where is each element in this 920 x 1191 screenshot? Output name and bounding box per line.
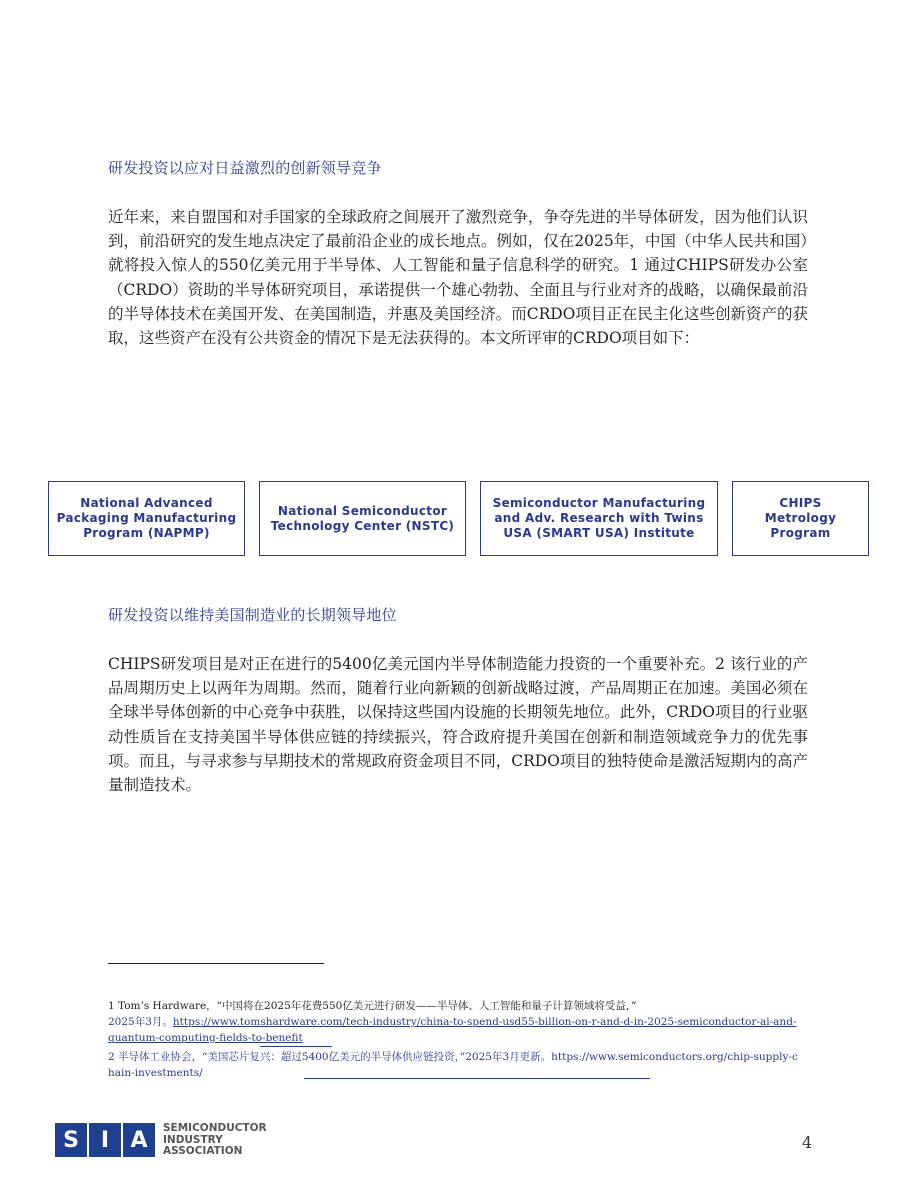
program-box-metrology: [732, 481, 869, 556]
sia-logo-text: SEMICONDUCTOR INDUSTRY ASSOCIATION: [163, 1122, 267, 1157]
footnote-2-underline: [304, 1078, 650, 1079]
section-heading-manufacturing: 研发投资以维持美国制造业的长期领导地位: [108, 606, 397, 624]
logo-letter-i: I: [89, 1123, 121, 1157]
footnote-2-text[interactable]: 2 半导体工业协会，“美国芯片复兴：超过5400亿美元的半导体供应链投资，”2025年3月更新。https://www.semiconductors.org/chip-supply-chain-investments/: [108, 1051, 798, 1079]
footnote-1-link[interactable]: https://www.tomshardware.com/tech-industry/china-to-spend-usd55-billion-on-r-and-d-in-2025-semiconductor-ai-and-quantum-computing-fields-to-benefit: [108, 1016, 797, 1044]
sia-logo: [55, 1123, 267, 1158]
footnote-1-underline: [260, 1046, 332, 1047]
sia-logo-letters: [55, 1123, 157, 1157]
logo-letter-a: A: [123, 1123, 155, 1157]
program-box-nstc: [259, 481, 466, 556]
page-number: 4: [802, 1133, 813, 1152]
paragraph-manufacturing: CHIPS研发项目是对正在进行的5400亿美元国内半导体制造能力投资的一个重要补充。2 该行业的产品周期历史上以两年为周期。然而，随着行业向新颖的创新战略过渡，产品周期正在加速。美国必须在全球半导体创新的中心竞争中获胜，以保持这些国内设施的长期领先地位。此外，CRDO项目的行业驱动性质旨在支持美国半导体供应链的持续振兴，符合政府提升美国在创新和制造领域竞争力的优先事项。而且，与寻求参与早期技术的常规政府资金项目不同，CRDO项目的独特使命是激活短期内的高产量制造技术。: [108, 655, 808, 795]
footnote-divider: [108, 963, 324, 964]
program-box-napmp: [48, 481, 245, 556]
program-label: National Semiconductor Technology Center (NSTC): [270, 503, 455, 533]
program-label: National Advanced Packaging Manufacturing Program (NAPMP): [56, 496, 237, 540]
program-label: Semiconductor Manufacturing and Adv. Research with Twins USA (SMART USA) Institute: [492, 496, 706, 540]
program-label: CHIPS Metrology Program: [764, 496, 837, 540]
program-box-smart-usa: [480, 481, 718, 556]
footnote-1-date: 2025年3月。: [108, 1016, 173, 1028]
footnote-1-citation: 1 Tom’s Hardware，“中国将在2025年花费550亿美元进行研发——半导体、人工智能和量子计算领域将受益，”: [108, 1000, 637, 1012]
section-heading-innovation: 研发投资以应对日益激烈的创新领导竞争: [108, 159, 382, 177]
logo-letter-s: S: [55, 1123, 87, 1157]
footnote-2: [108, 1049, 798, 1081]
paragraph-innovation: 近年来，来自盟国和对手国家的全球政府之间展开了激烈竞争，争夺先进的半导体研发，因为他们认识到，前沿研究的发生地点决定了最前沿企业的成长地点。例如，仅在2025年，中国（中华人民共和国）就将投入惊人的550亿美元用于半导体、人工智能和量子信息科学的研究。1 通过CHIPS研发办公室（CRDO）资助的半导体研究项目，承诺提供一个雄心勃勃、全面且与行业对齐的战略，以确保最前沿的半导体技术在美国开发、在美国制造，并惠及美国经济。而CRDO项目正在民主化这些创新资产的获取，这些资产在没有公共资金的情况下是无法获得的。本文所评审的CRDO项目如下：: [108, 208, 808, 348]
footnote-1: [108, 998, 798, 1046]
